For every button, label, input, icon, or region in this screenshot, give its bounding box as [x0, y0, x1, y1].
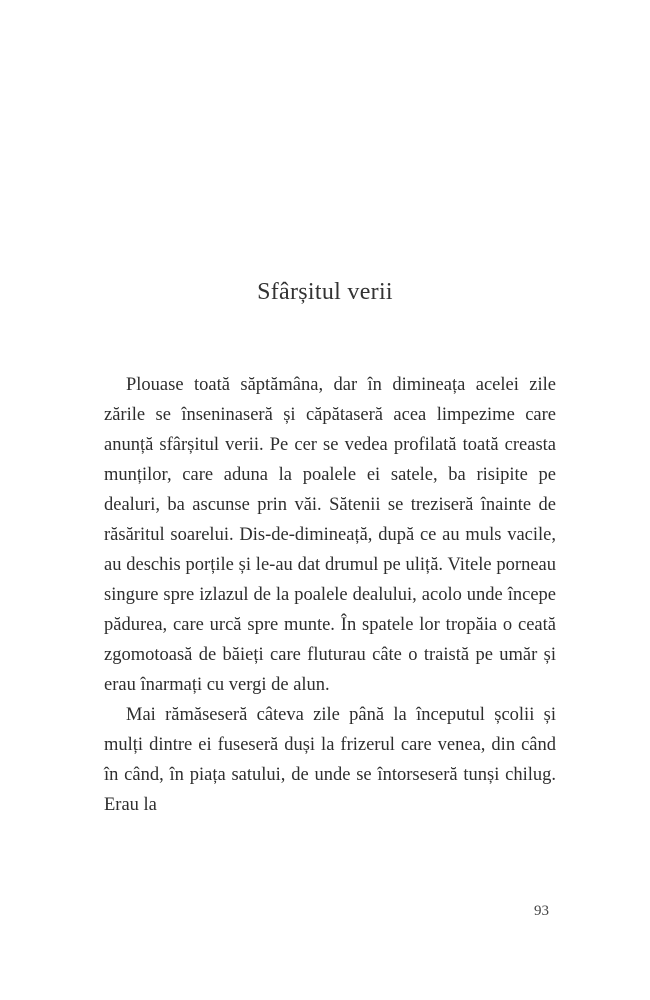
- chapter-title: Sfârșitul verii: [257, 279, 393, 305]
- paragraph: Mai rămăseseră câteva zile până la începutul școlii și mulți dintre ei fuseseră duși la frizerul care venea, din când în când, în piața satului, de unde se întorseseră tunși chilug. Erau la: [104, 705, 556, 815]
- chapter-body: [104, 370, 556, 820]
- paragraph: Plouase toată săptămâna, dar în dimineața acelei zile zările se înseninaseră și căpătaseră acea limpezime care anunță sfârșitul verii. Pe cer se vedea profilată toată creasta munților, care aduna la poalele ei satele, ba risipite pe dealuri, ba ascunse prin văi. Sătenii se treziseră înainte de răsăritul soarelui. Dis-de-dimineață, după ce au muls vacile, au deschis porțile și le-au dat drumul pe uliță. Vitele porneau singure spre izlazul de la poalele dealului, acolo unde începe pădurea, care urcă spre munte. În spatele lor tropăia o ceată zgomotoasă de băieți care fluturau câte o traistă pe umăr și erau înarmați cu vergi de alun.: [104, 375, 556, 695]
- page-number: 93: [534, 903, 549, 919]
